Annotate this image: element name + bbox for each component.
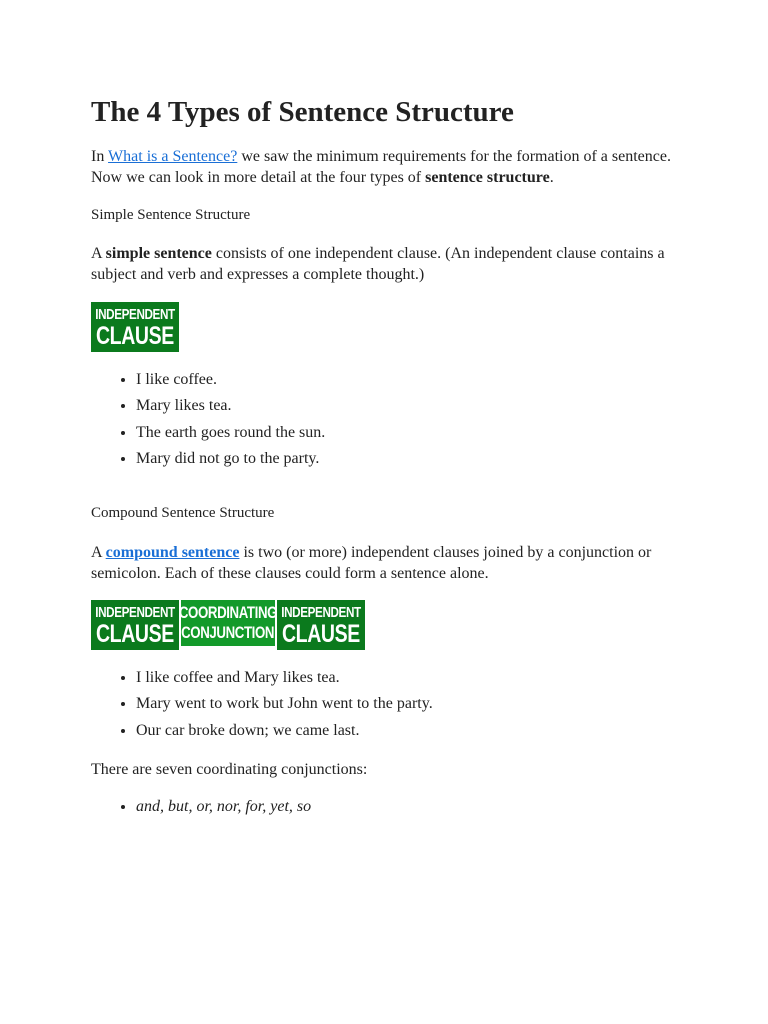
coordinating-conjunction-box xyxy=(178,600,278,646)
clause-box-top-label: INDEPENDENT xyxy=(95,305,175,323)
intro-bold: sentence structure xyxy=(425,169,550,186)
clause-box-bottom-label: CLAUSE xyxy=(282,619,360,648)
conjunctions-intro: There are seven coordinating conjunctions: xyxy=(91,761,368,778)
intro-paragraph xyxy=(91,146,681,188)
simple-desc-rest: consists of one independent clause. (An independent clause contains a subject and verb and expresses a complete thought.) xyxy=(91,245,665,283)
list-item: • I like coffee. xyxy=(136,369,325,395)
simple-desc-bold: simple sentence xyxy=(105,245,212,262)
intro-middle: we saw the minimum requirements for the formation of a sentence. Now we can look in more detail at the four types of xyxy=(91,148,671,186)
list-item: • Mary did not go to the party. xyxy=(136,448,325,474)
list-item: • and, but, or, nor, for, yet, so xyxy=(136,796,311,822)
list-item: • Mary went to work but John went to the party. xyxy=(136,693,433,719)
clause-box-bottom-label: CLAUSE xyxy=(96,619,174,648)
simple-diagram xyxy=(91,302,179,352)
clause-box-top-label: INDEPENDENT xyxy=(95,603,175,621)
independent-clause-box xyxy=(277,600,365,650)
list-item: • I like coffee and Mary likes tea. xyxy=(136,667,433,693)
list-item: • Our car broke down; we came last. xyxy=(136,720,433,746)
simple-desc-prefix: A xyxy=(91,245,106,262)
simple-heading: Simple Sentence Structure xyxy=(91,207,251,223)
simple-examples-list xyxy=(91,369,325,474)
list-item: • The earth goes round the sun. xyxy=(136,422,325,448)
simple-description xyxy=(91,243,681,285)
independent-clause-box xyxy=(91,600,179,650)
what-is-a-sentence-link[interactable]: What is a Sentence? xyxy=(108,148,238,165)
conjunctions-list xyxy=(91,796,311,822)
intro-prefix: In xyxy=(91,148,109,165)
intro-suffix: . xyxy=(549,169,554,186)
clause-box-bottom-label: CLAUSE xyxy=(96,321,174,350)
compound-diagram xyxy=(91,600,365,650)
compound-desc-rest: is two (or more) independent clauses joined by a conjunction or semicolon. Each of these clauses could form a sentence alone. xyxy=(91,544,652,582)
compound-description xyxy=(91,542,681,584)
clause-box-top-label: INDEPENDENT xyxy=(281,603,361,621)
conjunction-box-top-label: COORDINATING xyxy=(178,603,278,622)
compound-examples-list xyxy=(91,667,433,746)
list-item: • Mary likes tea. xyxy=(136,395,325,421)
compound-desc-prefix: A xyxy=(91,544,106,561)
compound-heading: Compound Sentence Structure xyxy=(91,505,275,521)
compound-sentence-link[interactable]: compound sentence xyxy=(105,544,240,561)
page-title: The 4 Types of Sentence Structure xyxy=(91,96,514,128)
independent-clause-box xyxy=(91,302,179,352)
conjunction-box-bottom-label: CONJUNCTION xyxy=(181,623,275,642)
